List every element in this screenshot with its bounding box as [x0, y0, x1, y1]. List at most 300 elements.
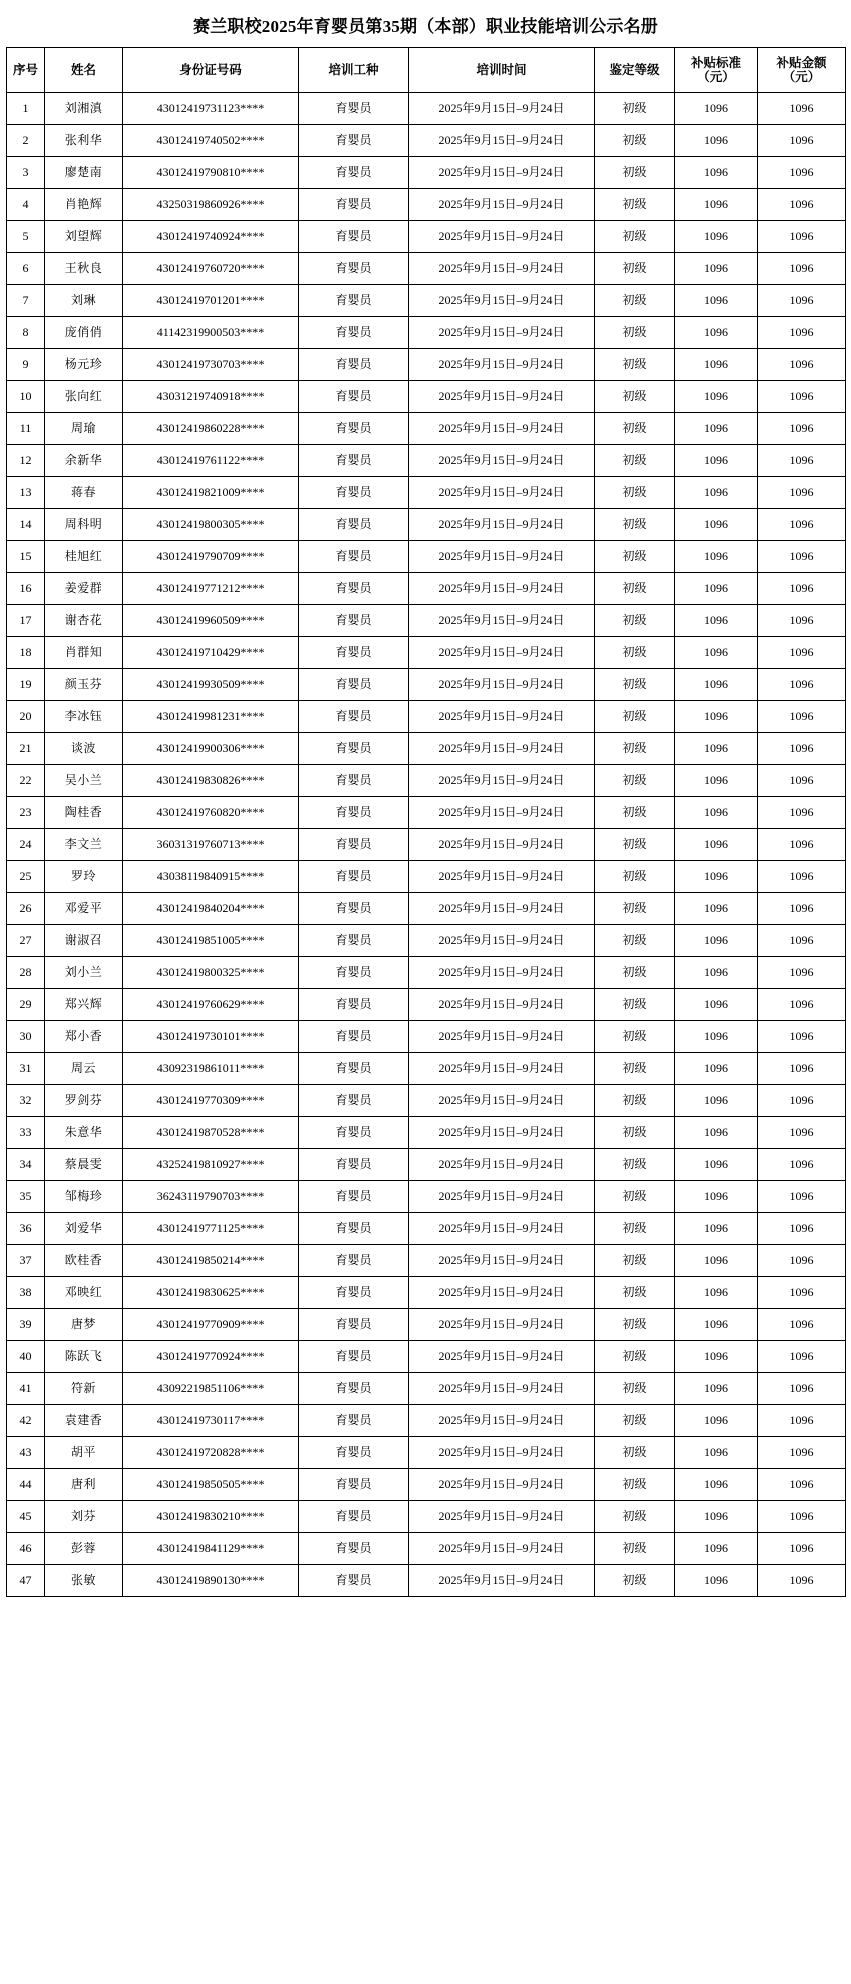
cell-index: 31: [7, 1053, 45, 1085]
cell-subsidy-standard: 1096: [675, 413, 758, 445]
cell-index: 40: [7, 1341, 45, 1373]
cell-training-type: 育婴员: [299, 1309, 409, 1341]
cell-index: 27: [7, 925, 45, 957]
cell-index: 45: [7, 1501, 45, 1533]
cell-subsidy-standard: 1096: [675, 1149, 758, 1181]
cell-name: 桂旭红: [45, 541, 123, 573]
cell-id-number: 43012419860228****: [123, 413, 299, 445]
cell-subsidy-standard: 1096: [675, 253, 758, 285]
cell-subsidy-standard: 1096: [675, 541, 758, 573]
cell-subsidy-amount: 1096: [758, 605, 846, 637]
cell-subsidy-standard: 1096: [675, 605, 758, 637]
cell-subsidy-amount: 1096: [758, 1309, 846, 1341]
cell-subsidy-amount: 1096: [758, 637, 846, 669]
cell-name: 周云: [45, 1053, 123, 1085]
cell-training-type: 育婴员: [299, 1405, 409, 1437]
cell-training-time: 2025年9月15日–9月24日: [409, 1565, 595, 1597]
cell-training-time: 2025年9月15日–9月24日: [409, 1021, 595, 1053]
cell-subsidy-standard: 1096: [675, 1533, 758, 1565]
cell-id-number: 43012419960509****: [123, 605, 299, 637]
table-row: [7, 1245, 846, 1277]
cell-id-number: 43012419981231****: [123, 701, 299, 733]
cell-subsidy-amount: 1096: [758, 285, 846, 317]
cell-subsidy-standard: 1096: [675, 349, 758, 381]
cell-id-number: 43012419740502****: [123, 125, 299, 157]
cell-training-time: 2025年9月15日–9月24日: [409, 1309, 595, 1341]
cell-training-type: 育婴员: [299, 989, 409, 1021]
cell-subsidy-amount: 1096: [758, 1245, 846, 1277]
cell-name: 庞俏俏: [45, 317, 123, 349]
cell-training-time: 2025年9月15日–9月24日: [409, 701, 595, 733]
cell-training-time: 2025年9月15日–9月24日: [409, 1245, 595, 1277]
cell-index: 47: [7, 1565, 45, 1597]
cell-id-number: 43012419710429****: [123, 637, 299, 669]
cell-training-type: 育婴员: [299, 1565, 409, 1597]
cell-name: 罗剑芬: [45, 1085, 123, 1117]
cell-subsidy-amount: 1096: [758, 1277, 846, 1309]
cell-training-time: 2025年9月15日–9月24日: [409, 157, 595, 189]
cell-level: 初级: [595, 477, 675, 509]
table-row: [7, 797, 846, 829]
table-row: [7, 1405, 846, 1437]
cell-subsidy-amount: 1096: [758, 125, 846, 157]
column-header-level: 鉴定等级: [595, 48, 675, 93]
cell-subsidy-amount: 1096: [758, 957, 846, 989]
cell-subsidy-standard: 1096: [675, 1117, 758, 1149]
cell-level: 初级: [595, 1245, 675, 1277]
cell-training-type: 育婴员: [299, 829, 409, 861]
cell-training-time: 2025年9月15日–9月24日: [409, 765, 595, 797]
table-row: [7, 1501, 846, 1533]
cell-training-type: 育婴员: [299, 125, 409, 157]
cell-name: 李冰钰: [45, 701, 123, 733]
cell-training-time: 2025年9月15日–9月24日: [409, 1085, 595, 1117]
cell-subsidy-standard: 1096: [675, 93, 758, 125]
cell-level: 初级: [595, 189, 675, 221]
cell-index: 4: [7, 189, 45, 221]
cell-id-number: 43012419851005****: [123, 925, 299, 957]
cell-level: 初级: [595, 1085, 675, 1117]
cell-id-number: 43012419930509****: [123, 669, 299, 701]
cell-name: 蒋春: [45, 477, 123, 509]
cell-index: 9: [7, 349, 45, 381]
cell-id-number: 43012419730101****: [123, 1021, 299, 1053]
cell-id-number: 43012419900306****: [123, 733, 299, 765]
cell-level: 初级: [595, 1565, 675, 1597]
cell-subsidy-standard: 1096: [675, 1277, 758, 1309]
cell-index: 34: [7, 1149, 45, 1181]
cell-subsidy-amount: 1096: [758, 1405, 846, 1437]
cell-index: 17: [7, 605, 45, 637]
table-row: [7, 93, 846, 125]
cell-training-type: 育婴员: [299, 317, 409, 349]
cell-subsidy-amount: 1096: [758, 861, 846, 893]
table-row: [7, 285, 846, 317]
cell-index: 23: [7, 797, 45, 829]
cell-id-number: 43252419810927****: [123, 1149, 299, 1181]
cell-id-number: 43012419830625****: [123, 1277, 299, 1309]
cell-subsidy-amount: 1096: [758, 413, 846, 445]
cell-index: 33: [7, 1117, 45, 1149]
cell-subsidy-standard: 1096: [675, 733, 758, 765]
cell-name: 刘小兰: [45, 957, 123, 989]
table-row: [7, 509, 846, 541]
cell-level: 初级: [595, 733, 675, 765]
cell-subsidy-standard: 1096: [675, 893, 758, 925]
cell-subsidy-amount: 1096: [758, 253, 846, 285]
cell-id-number: 43012419790810****: [123, 157, 299, 189]
column-header-subsidy-standard: [675, 48, 758, 93]
cell-training-type: 育婴员: [299, 1181, 409, 1213]
cell-subsidy-standard: 1096: [675, 957, 758, 989]
cell-subsidy-standard: 1096: [675, 1309, 758, 1341]
cell-id-number: 43012419890130****: [123, 1565, 299, 1597]
cell-subsidy-standard: 1096: [675, 1437, 758, 1469]
cell-index: 10: [7, 381, 45, 413]
cell-subsidy-standard: 1096: [675, 1341, 758, 1373]
cell-training-type: 育婴员: [299, 349, 409, 381]
table-row: [7, 541, 846, 573]
cell-level: 初级: [595, 1405, 675, 1437]
cell-index: 29: [7, 989, 45, 1021]
table-row: [7, 1085, 846, 1117]
cell-training-time: 2025年9月15日–9月24日: [409, 285, 595, 317]
cell-id-number: 43012419740924****: [123, 221, 299, 253]
cell-training-type: 育婴员: [299, 1341, 409, 1373]
cell-id-number: 43012419760720****: [123, 253, 299, 285]
cell-level: 初级: [595, 1309, 675, 1341]
table-row: [7, 925, 846, 957]
cell-id-number: 43012419770909****: [123, 1309, 299, 1341]
cell-id-number: 36243119790703****: [123, 1181, 299, 1213]
cell-index: 7: [7, 285, 45, 317]
cell-index: 32: [7, 1085, 45, 1117]
cell-training-time: 2025年9月15日–9月24日: [409, 477, 595, 509]
cell-index: 37: [7, 1245, 45, 1277]
cell-subsidy-amount: 1096: [758, 733, 846, 765]
cell-training-time: 2025年9月15日–9月24日: [409, 573, 595, 605]
cell-subsidy-standard: 1096: [675, 1245, 758, 1277]
cell-training-time: 2025年9月15日–9月24日: [409, 445, 595, 477]
cell-id-number: 43012419720828****: [123, 1437, 299, 1469]
cell-training-type: 育婴员: [299, 733, 409, 765]
cell-name: 朱意华: [45, 1117, 123, 1149]
cell-subsidy-amount: 1096: [758, 1085, 846, 1117]
cell-training-type: 育婴员: [299, 477, 409, 509]
table-row: [7, 1437, 846, 1469]
table-row: [7, 893, 846, 925]
cell-name: 刘芬: [45, 1501, 123, 1533]
cell-training-type: 育婴员: [299, 1437, 409, 1469]
cell-training-time: 2025年9月15日–9月24日: [409, 605, 595, 637]
cell-id-number: 43092319861011****: [123, 1053, 299, 1085]
cell-level: 初级: [595, 381, 675, 413]
cell-name: 郑小香: [45, 1021, 123, 1053]
table-row: [7, 1373, 846, 1405]
cell-subsidy-amount: 1096: [758, 541, 846, 573]
table-row: [7, 477, 846, 509]
cell-training-time: 2025年9月15日–9月24日: [409, 381, 595, 413]
cell-index: 13: [7, 477, 45, 509]
cell-id-number: 43012419821009****: [123, 477, 299, 509]
cell-id-number: 43012419830826****: [123, 765, 299, 797]
cell-name: 肖艳辉: [45, 189, 123, 221]
cell-subsidy-standard: 1096: [675, 573, 758, 605]
cell-subsidy-amount: 1096: [758, 1437, 846, 1469]
cell-subsidy-amount: 1096: [758, 381, 846, 413]
cell-subsidy-standard: 1096: [675, 765, 758, 797]
cell-level: 初级: [595, 861, 675, 893]
cell-name: 刘湘滇: [45, 93, 123, 125]
cell-training-type: 育婴员: [299, 765, 409, 797]
cell-subsidy-amount: 1096: [758, 1501, 846, 1533]
column-header-subsidy-amount-line1: 补贴金额: [776, 55, 827, 70]
cell-index: 46: [7, 1533, 45, 1565]
table-row: [7, 1309, 846, 1341]
cell-subsidy-amount: 1096: [758, 1469, 846, 1501]
cell-name: 符新: [45, 1373, 123, 1405]
cell-level: 初级: [595, 605, 675, 637]
cell-name: 邓爱平: [45, 893, 123, 925]
cell-subsidy-amount: 1096: [758, 1021, 846, 1053]
cell-level: 初级: [595, 1181, 675, 1213]
cell-level: 初级: [595, 413, 675, 445]
table-row: [7, 413, 846, 445]
table-row: [7, 1181, 846, 1213]
cell-training-type: 育婴员: [299, 861, 409, 893]
cell-training-type: 育婴员: [299, 1373, 409, 1405]
cell-subsidy-amount: 1096: [758, 925, 846, 957]
cell-name: 陶桂香: [45, 797, 123, 829]
table-row: [7, 1469, 846, 1501]
cell-training-time: 2025年9月15日–9月24日: [409, 125, 595, 157]
cell-subsidy-standard: 1096: [675, 989, 758, 1021]
cell-training-type: 育婴员: [299, 157, 409, 189]
cell-subsidy-amount: 1096: [758, 445, 846, 477]
table-row: [7, 637, 846, 669]
table-row: [7, 605, 846, 637]
table-row: [7, 221, 846, 253]
cell-training-time: 2025年9月15日–9月24日: [409, 733, 595, 765]
cell-training-type: 育婴员: [299, 669, 409, 701]
cell-subsidy-standard: 1096: [675, 1053, 758, 1085]
cell-level: 初级: [595, 445, 675, 477]
cell-name: 李文兰: [45, 829, 123, 861]
cell-id-number: 43012419730117****: [123, 1405, 299, 1437]
cell-level: 初级: [595, 669, 675, 701]
cell-training-type: 育婴员: [299, 893, 409, 925]
cell-subsidy-standard: 1096: [675, 861, 758, 893]
cell-training-type: 育婴员: [299, 1117, 409, 1149]
cell-training-time: 2025年9月15日–9月24日: [409, 1501, 595, 1533]
cell-subsidy-standard: 1096: [675, 477, 758, 509]
cell-subsidy-standard: 1096: [675, 189, 758, 221]
cell-name: 谈波: [45, 733, 123, 765]
cell-name: 刘望辉: [45, 221, 123, 253]
cell-level: 初级: [595, 1149, 675, 1181]
cell-subsidy-amount: 1096: [758, 669, 846, 701]
cell-index: 25: [7, 861, 45, 893]
cell-name: 张利华: [45, 125, 123, 157]
cell-name: 彭蓉: [45, 1533, 123, 1565]
cell-level: 初级: [595, 637, 675, 669]
cell-subsidy-standard: 1096: [675, 157, 758, 189]
cell-index: 36: [7, 1213, 45, 1245]
cell-subsidy-standard: 1096: [675, 1181, 758, 1213]
cell-level: 初级: [595, 1501, 675, 1533]
cell-index: 18: [7, 637, 45, 669]
cell-id-number: 43012419800305****: [123, 509, 299, 541]
table-row: [7, 701, 846, 733]
cell-level: 初级: [595, 989, 675, 1021]
cell-training-time: 2025年9月15日–9月24日: [409, 1181, 595, 1213]
cell-training-type: 育婴员: [299, 189, 409, 221]
table-row: [7, 1565, 846, 1597]
cell-level: 初级: [595, 829, 675, 861]
cell-name: 唐梦: [45, 1309, 123, 1341]
cell-index: 6: [7, 253, 45, 285]
cell-name: 廖楚南: [45, 157, 123, 189]
cell-name: 陈跃飞: [45, 1341, 123, 1373]
cell-training-time: 2025年9月15日–9月24日: [409, 957, 595, 989]
cell-training-time: 2025年9月15日–9月24日: [409, 1341, 595, 1373]
cell-name: 罗玲: [45, 861, 123, 893]
cell-training-time: 2025年9月15日–9月24日: [409, 1277, 595, 1309]
cell-index: 15: [7, 541, 45, 573]
cell-level: 初级: [595, 1277, 675, 1309]
cell-subsidy-amount: 1096: [758, 477, 846, 509]
cell-id-number: 43012419770309****: [123, 1085, 299, 1117]
table-row: [7, 669, 846, 701]
cell-id-number: 43012419760820****: [123, 797, 299, 829]
cell-name: 郑兴辉: [45, 989, 123, 1021]
cell-training-time: 2025年9月15日–9月24日: [409, 861, 595, 893]
cell-id-number: 43012419760629****: [123, 989, 299, 1021]
table-row: [7, 1021, 846, 1053]
cell-index: 24: [7, 829, 45, 861]
cell-level: 初级: [595, 253, 675, 285]
table-row: [7, 765, 846, 797]
column-header-subsidy-standard-line2: （元）: [697, 70, 735, 84]
cell-level: 初级: [595, 1117, 675, 1149]
cell-subsidy-amount: 1096: [758, 765, 846, 797]
cell-id-number: 43012419840204****: [123, 893, 299, 925]
cell-training-type: 育婴员: [299, 925, 409, 957]
cell-level: 初级: [595, 925, 675, 957]
table-row: [7, 1533, 846, 1565]
cell-training-time: 2025年9月15日–9月24日: [409, 1373, 595, 1405]
cell-id-number: 43012419761122****: [123, 445, 299, 477]
cell-name: 姜爱群: [45, 573, 123, 605]
cell-subsidy-amount: 1096: [758, 157, 846, 189]
cell-training-type: 育婴员: [299, 957, 409, 989]
cell-id-number: 43012419841129****: [123, 1533, 299, 1565]
cell-training-time: 2025年9月15日–9月24日: [409, 1437, 595, 1469]
cell-index: 43: [7, 1437, 45, 1469]
cell-training-time: 2025年9月15日–9月24日: [409, 637, 595, 669]
table-header-row: [7, 48, 846, 93]
column-header-training-time: 培训时间: [409, 48, 595, 93]
cell-subsidy-amount: 1096: [758, 989, 846, 1021]
column-header-name: 姓名: [45, 48, 123, 93]
cell-index: 1: [7, 93, 45, 125]
cell-subsidy-amount: 1096: [758, 573, 846, 605]
cell-id-number: 43012419771125****: [123, 1213, 299, 1245]
table-row: [7, 189, 846, 221]
cell-training-time: 2025年9月15日–9月24日: [409, 1213, 595, 1245]
cell-level: 初级: [595, 797, 675, 829]
cell-subsidy-standard: 1096: [675, 1373, 758, 1405]
table-row: [7, 957, 846, 989]
cell-index: 44: [7, 1469, 45, 1501]
cell-subsidy-standard: 1096: [675, 221, 758, 253]
cell-training-time: 2025年9月15日–9月24日: [409, 1117, 595, 1149]
cell-subsidy-amount: 1096: [758, 317, 846, 349]
cell-subsidy-amount: 1096: [758, 1373, 846, 1405]
cell-subsidy-amount: 1096: [758, 1213, 846, 1245]
cell-id-number: 43012419850214****: [123, 1245, 299, 1277]
cell-level: 初级: [595, 157, 675, 189]
cell-id-number: 41142319900503****: [123, 317, 299, 349]
cell-training-type: 育婴员: [299, 1149, 409, 1181]
page-title: 赛兰职校2025年育婴员第35期（本部）职业技能培训公示名册: [193, 17, 658, 36]
column-header-id-number: 身份证号码: [123, 48, 299, 93]
cell-subsidy-standard: 1096: [675, 925, 758, 957]
table-row: [7, 1149, 846, 1181]
cell-id-number: 43012419830210****: [123, 1501, 299, 1533]
cell-name: 刘爱华: [45, 1213, 123, 1245]
cell-name: 谢杏花: [45, 605, 123, 637]
cell-index: 41: [7, 1373, 45, 1405]
cell-id-number: 43012419701201****: [123, 285, 299, 317]
cell-id-number: 43038119840915****: [123, 861, 299, 893]
table-row: [7, 125, 846, 157]
cell-subsidy-amount: 1096: [758, 1533, 846, 1565]
cell-id-number: 43092219851106****: [123, 1373, 299, 1405]
table-row: [7, 733, 846, 765]
cell-index: 21: [7, 733, 45, 765]
cell-name: 胡平: [45, 1437, 123, 1469]
cell-subsidy-standard: 1096: [675, 445, 758, 477]
table-row: [7, 381, 846, 413]
cell-subsidy-amount: 1096: [758, 701, 846, 733]
cell-id-number: 43012419731123****: [123, 93, 299, 125]
cell-index: 12: [7, 445, 45, 477]
cell-subsidy-standard: 1096: [675, 669, 758, 701]
cell-name: 邓映红: [45, 1277, 123, 1309]
cell-subsidy-standard: 1096: [675, 1565, 758, 1597]
cell-training-time: 2025年9月15日–9月24日: [409, 925, 595, 957]
cell-training-time: 2025年9月15日–9月24日: [409, 1533, 595, 1565]
cell-training-time: 2025年9月15日–9月24日: [409, 1053, 595, 1085]
cell-training-type: 育婴员: [299, 445, 409, 477]
cell-subsidy-amount: 1096: [758, 1117, 846, 1149]
cell-id-number: 43012419770924****: [123, 1341, 299, 1373]
cell-level: 初级: [595, 221, 675, 253]
cell-level: 初级: [595, 1533, 675, 1565]
cell-index: 28: [7, 957, 45, 989]
cell-subsidy-standard: 1096: [675, 637, 758, 669]
cell-subsidy-amount: 1096: [758, 1341, 846, 1373]
cell-index: 11: [7, 413, 45, 445]
cell-name: 张向红: [45, 381, 123, 413]
cell-level: 初级: [595, 509, 675, 541]
cell-training-time: 2025年9月15日–9月24日: [409, 1469, 595, 1501]
cell-id-number: 43012419800325****: [123, 957, 299, 989]
cell-training-type: 育婴员: [299, 93, 409, 125]
cell-name: 颜玉芬: [45, 669, 123, 701]
cell-training-type: 育婴员: [299, 1053, 409, 1085]
